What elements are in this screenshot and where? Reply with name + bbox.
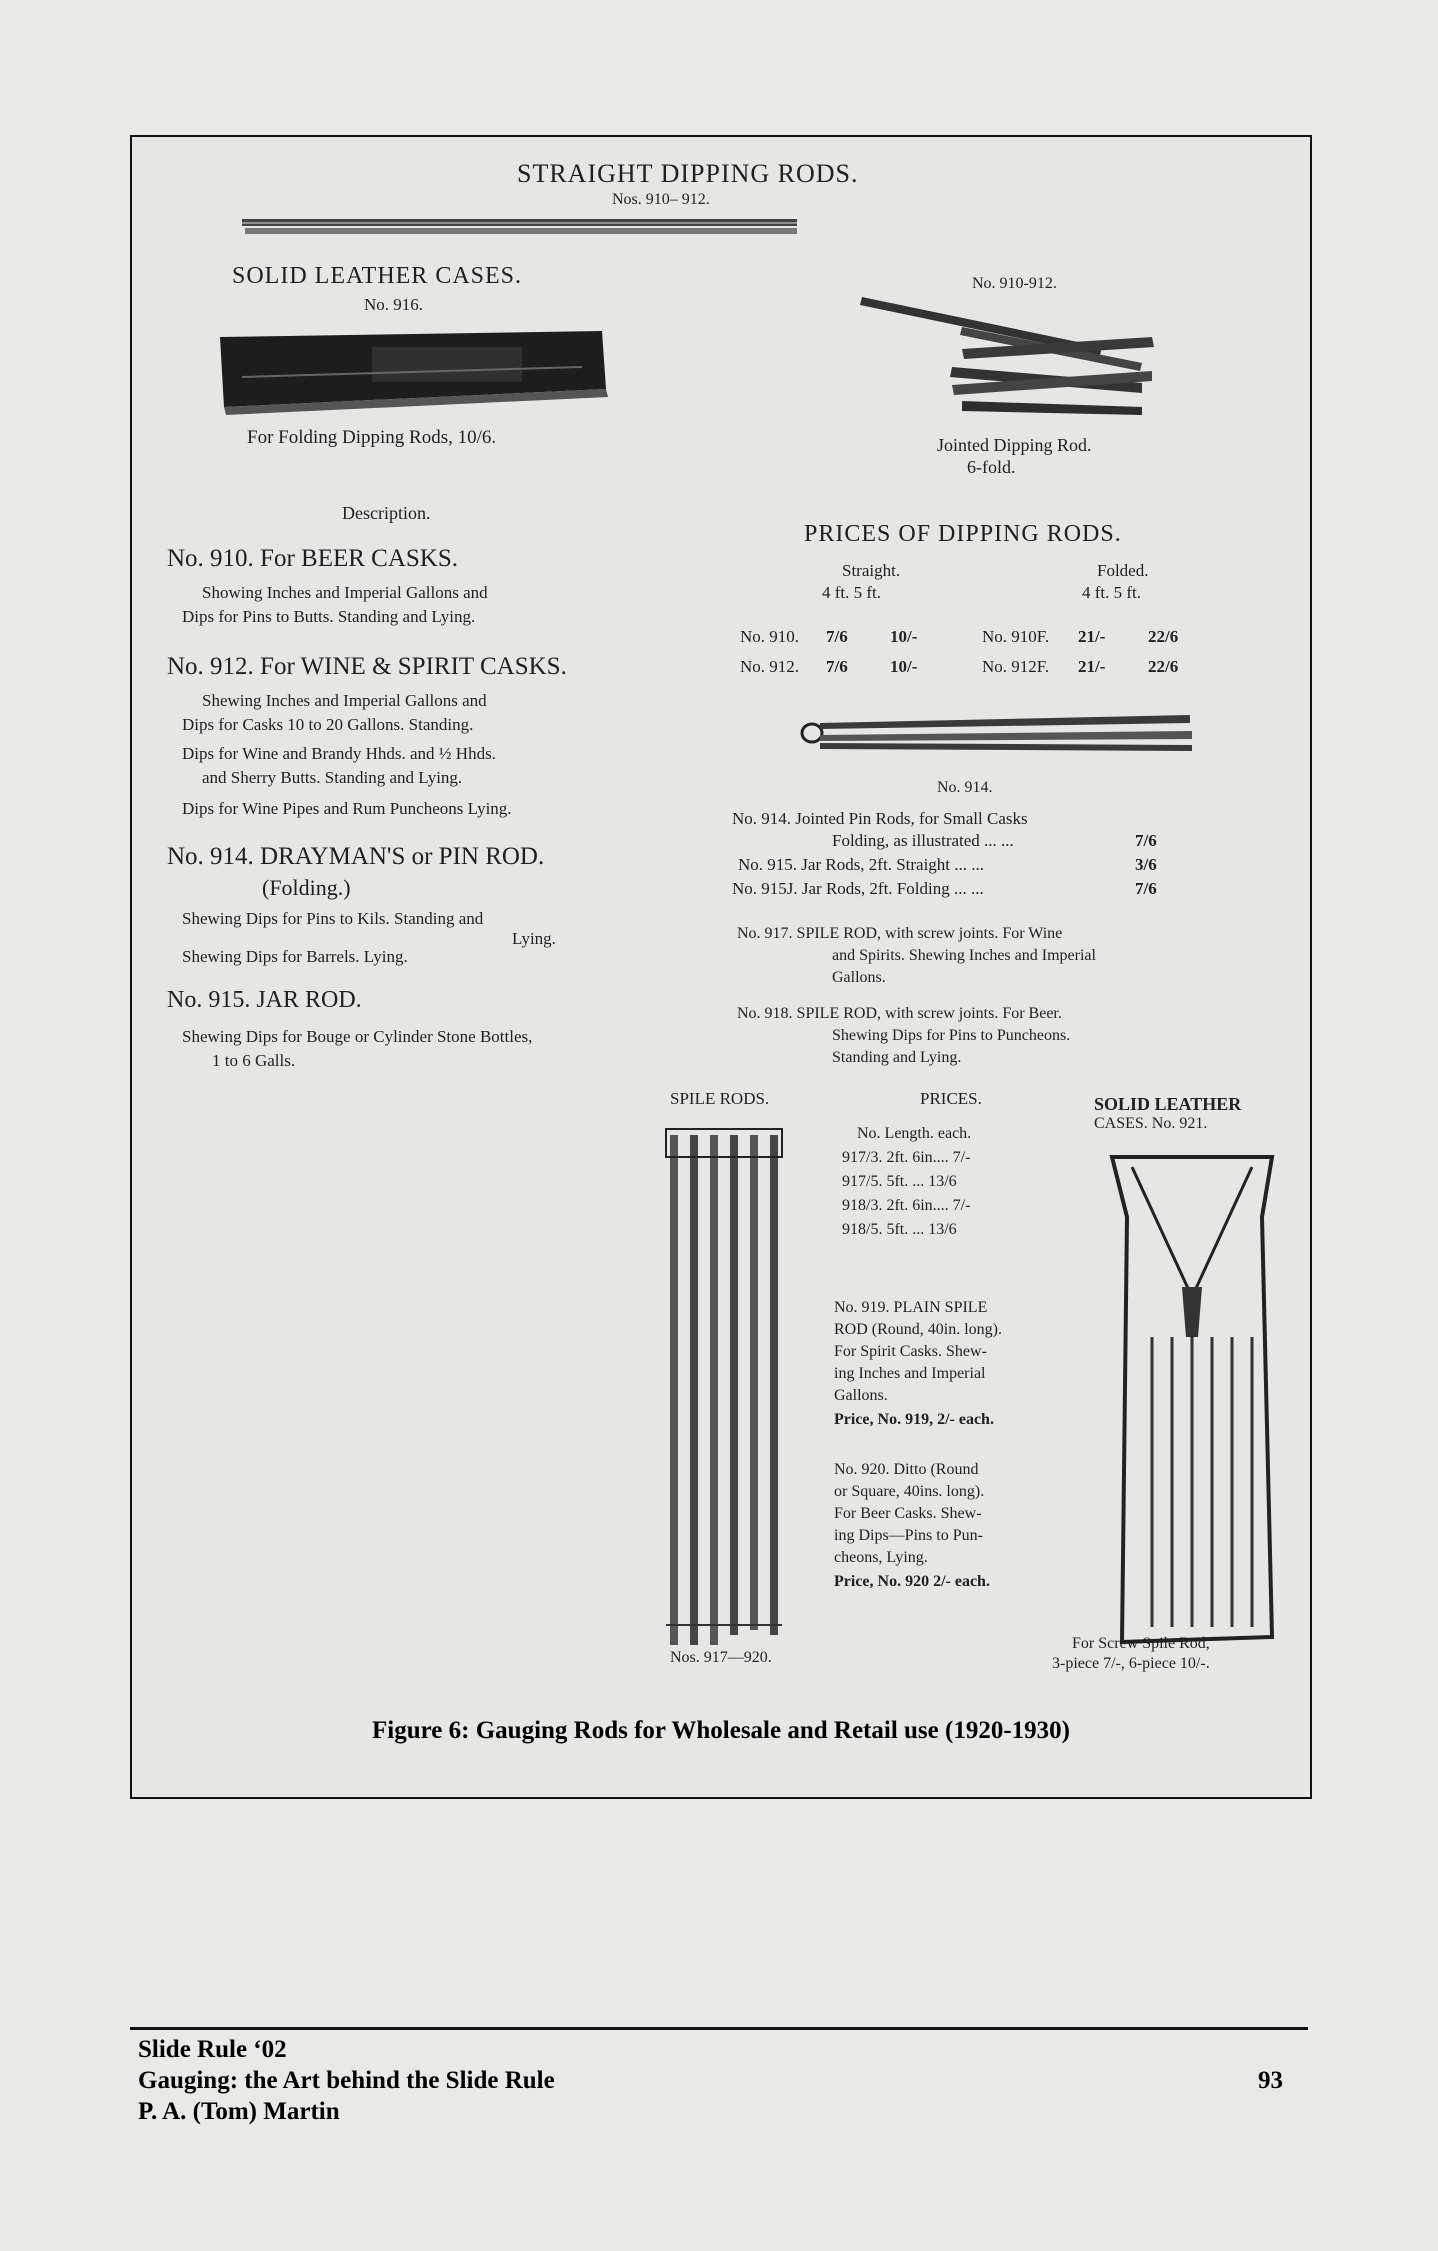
no912-line3: Dips for Wine and Brandy Hhds. and ½ Hhds. bbox=[182, 744, 496, 763]
row-no: No. 912. bbox=[740, 657, 800, 676]
row-f5: 22/6 bbox=[1148, 657, 1179, 676]
row-s5: 10/- bbox=[890, 657, 918, 676]
cases-no: No. 916. bbox=[364, 295, 424, 314]
no915-title: No. 915. JAR ROD. bbox=[167, 987, 362, 1013]
no912-title: No. 912. For WINE & SPIRIT CASKS. bbox=[167, 653, 567, 680]
folded-sizes: 4 ft. 5 ft. bbox=[1082, 583, 1142, 602]
screw-b: 3-piece 7/-, 6-piece 10/-. bbox=[1052, 1655, 1210, 1672]
folding-rod-illustration bbox=[852, 287, 1172, 427]
row-f4: 21/- bbox=[1078, 627, 1106, 646]
no920-a: No. 920. Ditto (Round bbox=[834, 1461, 979, 1478]
row-s4: 7/6 bbox=[826, 627, 848, 646]
no914-line: No. 914. Jointed Pin Rods, for Small Casks bbox=[732, 809, 1028, 828]
cases-title: SOLID LEATHER CASES. bbox=[232, 263, 523, 289]
spile-row: 917/3. 2ft. 6in.... 7/- bbox=[842, 1149, 971, 1166]
straight-sizes: 4 ft. 5 ft. bbox=[822, 583, 882, 602]
no915-line2: 1 to 6 Galls. bbox=[212, 1051, 296, 1070]
no914-sub: (Folding.) bbox=[262, 875, 351, 900]
no914-label: No. 914. bbox=[937, 779, 993, 796]
screw-a: For Screw Spile Rod, bbox=[1072, 1635, 1210, 1652]
no915j-price: 7/6 bbox=[1135, 879, 1157, 898]
row-no: No. 910. bbox=[740, 627, 800, 646]
straight-header: Straight. bbox=[842, 561, 901, 580]
footer-line2: Gauging: the Art behind the Slide Rule bbox=[138, 2067, 555, 2094]
price-row bbox=[740, 627, 1300, 657]
no919-d: ing Inches and Imperial bbox=[834, 1365, 986, 1382]
no919-f: Price, No. 919, 2/- each. bbox=[834, 1411, 994, 1428]
no914-title: No. 914. DRAYMAN'S or PIN ROD. bbox=[167, 843, 545, 870]
spile-row: 918/5. 5ft. ... 13/6 bbox=[842, 1221, 957, 1238]
row-f5: 22/6 bbox=[1148, 627, 1179, 646]
cases-921-label: CASES. No. 921. bbox=[1094, 1115, 1208, 1132]
no918-line-b: Shewing Dips for Pins to Puncheons. bbox=[832, 1027, 1071, 1044]
no912-line5: Dips for Wine Pipes and Rum Puncheons Lying. bbox=[182, 799, 512, 818]
no914-price: 7/6 bbox=[1135, 831, 1157, 850]
no914-line-b: Folding, as illustrated ... ... bbox=[832, 831, 1014, 850]
page-number: 93 bbox=[1258, 2067, 1283, 2094]
no912-line1: Shewing Inches and Imperial Gallons and bbox=[202, 691, 487, 710]
no919-e: Gallons. bbox=[834, 1387, 888, 1404]
no915-line1: Shewing Dips for Bouge or Cylinder Stone Bottles, bbox=[182, 1027, 533, 1046]
no920-c: For Beer Casks. Shew- bbox=[834, 1505, 982, 1522]
footer-line3: P. A. (Tom) Martin bbox=[138, 2098, 340, 2125]
spile-row: 918/3. 2ft. 6in.... 7/- bbox=[842, 1197, 971, 1214]
no920-f: Price, No. 920 2/- each. bbox=[834, 1573, 990, 1590]
solid-leather-label: SOLID LEATHER bbox=[1094, 1094, 1242, 1114]
price-table bbox=[740, 627, 1300, 687]
no914-line2: Shewing Dips for Barrels. Lying. bbox=[182, 947, 408, 966]
no919-a: No. 919. PLAIN SPILE bbox=[834, 1299, 988, 1316]
nos-917-920: Nos. 917—920. bbox=[670, 1649, 772, 1666]
no910-line2: Dips for Pins to Butts. Standing and Lying. bbox=[182, 607, 476, 626]
folded-header: Folded. bbox=[1097, 561, 1149, 580]
spile-row: 917/5. 5ft. ... 13/6 bbox=[842, 1173, 957, 1190]
row-s5: 10/- bbox=[890, 627, 918, 646]
leather-case-921-illustration bbox=[1082, 1137, 1302, 1647]
row-fno: No. 912F. bbox=[982, 657, 1050, 676]
no910-title: No. 910. For BEER CASKS. bbox=[167, 545, 459, 572]
no917-line-c: Gallons. bbox=[832, 969, 886, 986]
row-s4: 7/6 bbox=[826, 657, 848, 676]
no918-line-c: Standing and Lying. bbox=[832, 1049, 962, 1066]
no915j-line: No. 915J. Jar Rods, 2ft. Folding ... ... bbox=[732, 879, 984, 898]
no912-line4: and Sherry Butts. Standing and Lying. bbox=[202, 768, 463, 787]
footer-line1: Slide Rule ‘02 bbox=[138, 2036, 287, 2063]
no920-e: cheons, Lying. bbox=[834, 1549, 928, 1566]
no914-line1: Shewing Dips for Pins to Kils. Standing and bbox=[182, 909, 484, 928]
straight-rods-illustration bbox=[242, 217, 802, 239]
no919-c: For Spirit Casks. Shew- bbox=[834, 1343, 987, 1360]
row-f4: 21/- bbox=[1078, 657, 1106, 676]
straight-dipping-title: STRAIGHT DIPPING RODS. bbox=[517, 159, 859, 188]
leather-case-illustration bbox=[212, 327, 612, 417]
price-row bbox=[740, 657, 1300, 687]
no914-line1b: Lying. bbox=[512, 929, 556, 948]
no915-line: No. 915. Jar Rods, 2ft. Straight ... ... bbox=[738, 855, 985, 874]
title-nos: Nos. 910– 912. bbox=[612, 191, 710, 208]
no917-line-a: No. 917. SPILE ROD, with screw joints. For Wine bbox=[737, 925, 1063, 942]
jointed-rod-caption: Jointed Dipping Rod. bbox=[937, 435, 1092, 455]
sixfold-caption: 6-fold. bbox=[967, 457, 1016, 477]
no910-912-label: No. 910-912. bbox=[972, 275, 1057, 292]
footer-rule bbox=[130, 2027, 1308, 2030]
no920-b: or Square, 40ins. long). bbox=[834, 1483, 985, 1500]
no912-line2: Dips for Casks 10 to 20 Gallons. Standing. bbox=[182, 715, 474, 734]
no910-line1: Showing Inches and Imperial Gallons and bbox=[202, 583, 488, 602]
prices-label: PRICES. bbox=[920, 1089, 982, 1108]
spile-rods-illustration bbox=[662, 1125, 792, 1655]
figure-caption: Figure 6: Gauging Rods for Wholesale and Retail use (1920-1930) bbox=[372, 1717, 1070, 1744]
figure-frame bbox=[130, 135, 1312, 1799]
no917-line-b: and Spirits. Shewing Inches and Imperial bbox=[832, 947, 1096, 964]
cases-caption: For Folding Dipping Rods, 10/6. bbox=[247, 427, 497, 448]
no918-line-a: No. 918. SPILE ROD, with screw joints. For Beer. bbox=[737, 1005, 1062, 1022]
prices-title: PRICES OF DIPPING RODS. bbox=[804, 521, 1122, 547]
pin-rod-illustration bbox=[800, 707, 1200, 767]
row-fno: No. 910F. bbox=[982, 627, 1050, 646]
no915-price: 3/6 bbox=[1135, 855, 1157, 874]
spile-price-list bbox=[842, 1149, 970, 1245]
no920-d: ing Dips—Pins to Pun- bbox=[834, 1527, 983, 1544]
no919-b: ROD (Round, 40in. long). bbox=[834, 1321, 1002, 1338]
description-heading: Description. bbox=[342, 503, 431, 523]
spile-rods-label: SPILE RODS. bbox=[670, 1089, 770, 1108]
spile-header: No. Length. each. bbox=[857, 1125, 972, 1142]
